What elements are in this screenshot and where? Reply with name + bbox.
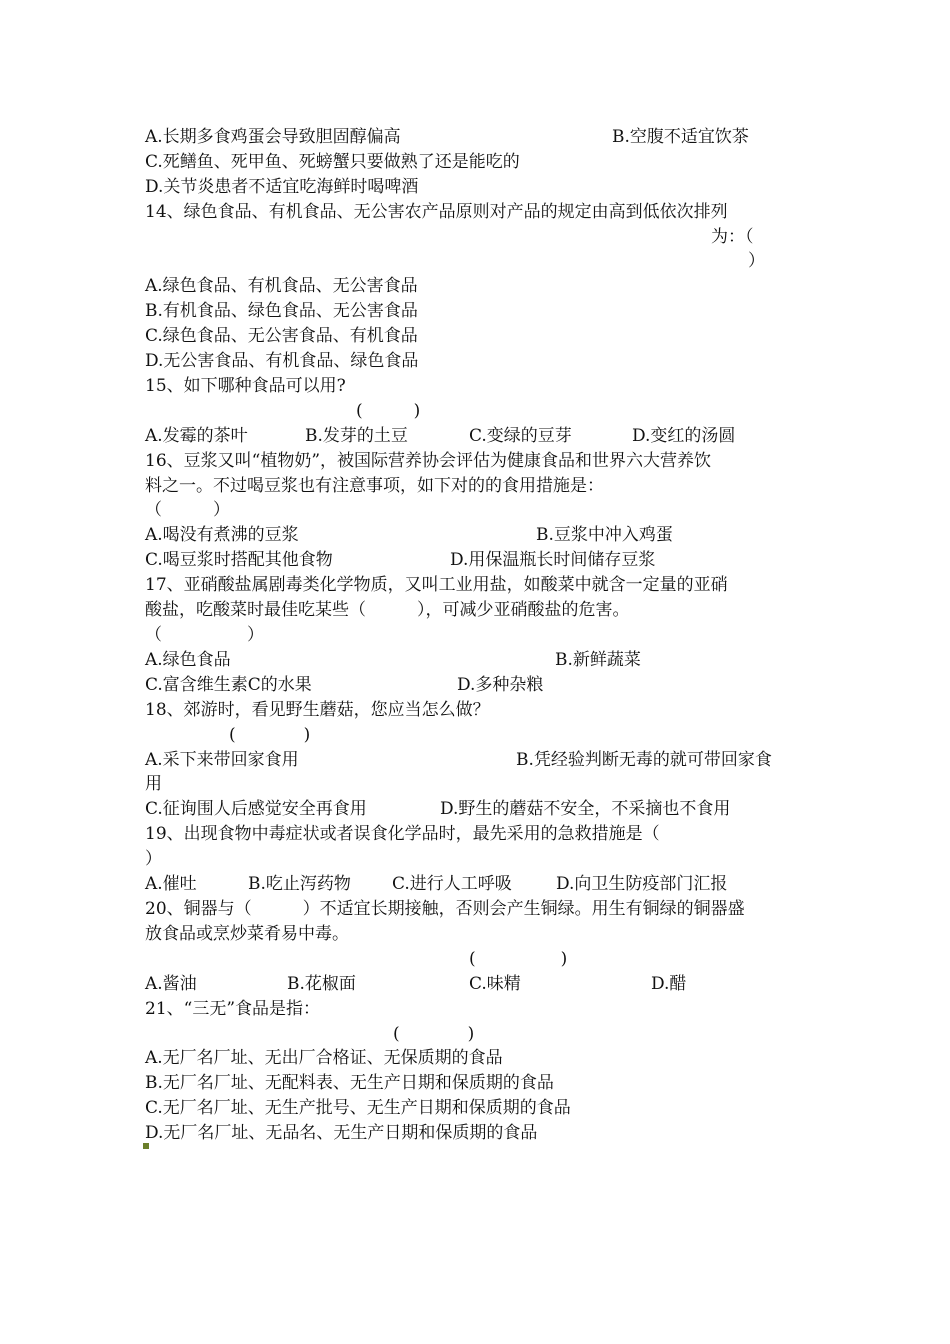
q17-option-a: A.绿色食品 xyxy=(145,650,231,670)
q13-option-c: C.死鳝鱼、死甲鱼、死螃蟹只要做熟了还是能吃的 xyxy=(145,152,520,172)
q21-option-a: A.无厂名厂址、无出厂合格证、无保质期的食品 xyxy=(145,1048,503,1068)
q16-answer-bracket: （ ） xyxy=(145,500,230,520)
q15-option-c: C.变绿的豆芽 xyxy=(469,426,572,446)
q15-option-b: B.发芽的土豆 xyxy=(305,426,408,446)
q14-option-a: A.绿色食品、有机食品、无公害食品 xyxy=(145,276,418,296)
q19-option-b: B.吃止泻药物 xyxy=(248,874,351,894)
q20-option-d: D.醋 xyxy=(651,974,687,994)
q14-stem-cont: 为：（ xyxy=(711,227,754,247)
q17-answer-bracket: （ ） xyxy=(145,625,264,645)
q17-option-b: B.新鲜蔬菜 xyxy=(555,650,641,670)
q20-option-c: C.味精 xyxy=(469,974,521,994)
q20-option-b: B.花椒面 xyxy=(287,974,356,994)
q13-option-b: B.空腹不适宜饮茶 xyxy=(612,127,749,147)
q21-option-d: D.无厂名厂址、无品名、无生产日期和保质期的食品 xyxy=(145,1123,538,1143)
q17-stem: 17、亚硝酸盐属剧毒类化学物质，又叫工业用盐，如酸菜中就含一定量的亚硝 xyxy=(145,575,728,595)
q16-option-d: D.用保温瓶长时间储存豆浆 xyxy=(450,550,656,570)
q13-option-d: D.关节炎患者不适宜吃海鲜时喝啤酒 xyxy=(145,177,419,197)
q18-stem: 18、郊游时，看见野生蘑菇，您应当怎么做？ xyxy=(145,700,490,720)
q17-option-c: C.富含维生素C的水果 xyxy=(145,675,312,695)
q14-stem: 14、绿色食品、有机食品、无公害农产品原则对产品的规定由高到低依次排列 xyxy=(145,202,728,222)
q18-option-d: D.野生的蘑菇不安全，不采摘也不食用 xyxy=(440,799,731,819)
q14-option-d: D.无公害食品、有机食品、绿色食品 xyxy=(145,351,419,371)
q15-answer-bracket: ( ) xyxy=(356,401,421,421)
q19-option-d: D.向卫生防疫部门汇报 xyxy=(556,874,728,894)
q16-stem-cont: 料之一。不过喝豆浆也有注意事项，如下对的的食用措施是： xyxy=(145,476,604,496)
q20-stem-cont: 放食品或烹炒菜肴易中毒。 xyxy=(145,924,349,944)
q18-option-b: B.凭经验判断无毒的就可带回家食 xyxy=(516,750,772,770)
q18-answer-bracket: ( ) xyxy=(229,725,311,745)
q17-option-d: D.多种杂粮 xyxy=(457,675,544,695)
q21-option-b: B.无厂名厂址、无配料表、无生产日期和保质期的食品 xyxy=(145,1073,554,1093)
q20-stem: 20、铜器与（ ）不适宜长期接触，否则会产生铜绿。用生有铜绿的铜器盛 xyxy=(145,899,745,919)
q14-option-b: B.有机食品、绿色食品、无公害食品 xyxy=(145,301,418,321)
q18-option-a: A.采下来带回家食用 xyxy=(145,750,299,770)
q18-option-b-cont: 用 xyxy=(145,774,162,794)
q19-option-c: C.进行人工呼吸 xyxy=(392,874,512,894)
q16-option-a: A.喝没有煮沸的豆浆 xyxy=(145,525,299,545)
q15-stem: 15、如下哪种食品可以用? xyxy=(145,376,346,396)
q14-answer-bracket: ） xyxy=(748,251,765,271)
q19-answer-bracket: ） xyxy=(145,849,162,869)
q21-stem: 21、“三无”食品是指： xyxy=(145,999,321,1019)
q13-option-a: A.长期多食鸡蛋会导致胆固醇偏高 xyxy=(145,127,401,147)
q19-option-a: A.催吐 xyxy=(145,874,197,894)
q15-option-d: D.变红的汤圆 xyxy=(632,426,736,446)
q16-option-b: B.豆浆中冲入鸡蛋 xyxy=(536,525,673,545)
q19-stem: 19、出现食物中毒症状或者误食化学品时，最先采用的急救措施是（ xyxy=(145,824,660,844)
small-marker xyxy=(143,1143,149,1149)
q21-answer-bracket: ( ) xyxy=(393,1024,475,1044)
q15-option-a: A.发霉的茶叶 xyxy=(145,426,248,446)
q14-option-c: C.绿色食品、无公害食品、有机食品 xyxy=(145,326,418,346)
q18-option-c: C.征询围人后感觉安全再食用 xyxy=(145,799,367,819)
q20-answer-bracket: ( ) xyxy=(469,949,568,969)
q21-option-c: C.无厂名厂址、无生产批号、无生产日期和保质期的食品 xyxy=(145,1098,571,1118)
q16-stem: 16、豆浆又叫“植物奶”，被国际营养协会评估为健康食品和世界六大营养饮 xyxy=(145,451,712,471)
q17-stem-cont: 酸盐，吃酸菜时最佳吃某些（ ），可减少亚硝酸盐的危害。 xyxy=(145,600,630,620)
q16-option-c: C.喝豆浆时搭配其他食物 xyxy=(145,550,333,570)
q20-option-a: A.酱油 xyxy=(145,974,197,994)
